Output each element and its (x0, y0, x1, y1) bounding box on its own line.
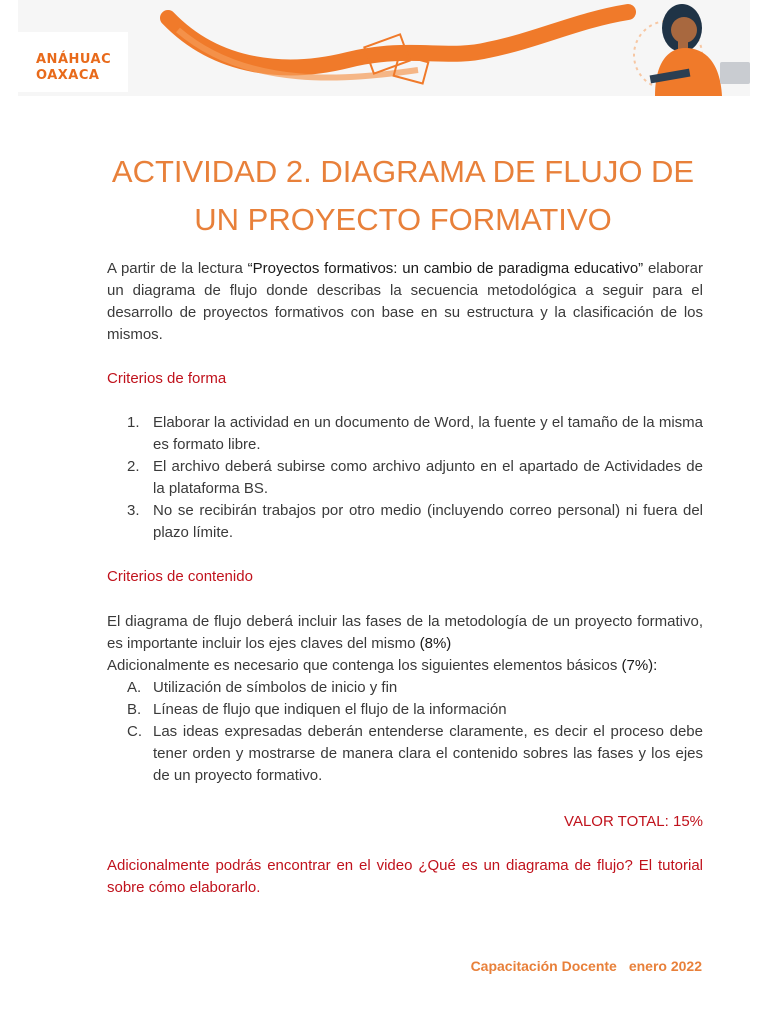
intro-paragraph (107, 258, 703, 346)
criterios-forma-list (107, 412, 703, 544)
contenido-text-2: Adicionalmente es necesario que contenga los siguientes elementos básicos (107, 657, 622, 674)
list-item (107, 699, 703, 721)
list-item (107, 721, 703, 787)
logo (18, 32, 128, 92)
percent-7: (7%): (621, 657, 658, 674)
footer-date: enero 2022 (628, 958, 702, 974)
list-item (107, 500, 703, 544)
list-marker: A. (127, 679, 142, 696)
list-item-text: Utilización de símbolos de inicio y fin (153, 679, 398, 696)
contenido-paragraph-1 (107, 611, 703, 655)
list-item-text: Las ideas expresadas deberán entenderse claramente, es decir el proceso debe tener orden y mostrarse de manera clara el contenido sobres las fases y los ejes de un proyecto formativo. (153, 723, 703, 784)
footer (471, 958, 702, 974)
list-marker: 1. (127, 414, 140, 431)
list-item-text: Líneas de flujo que indiquen el flujo de la información (153, 701, 507, 718)
contenido-paragraph-2 (107, 655, 703, 677)
criterios-forma-heading: Criterios de forma (107, 370, 227, 387)
list-marker: C. (127, 723, 142, 740)
list-item-text: El archivo deberá subirse como archivo adjunto en el apartado de Actividades de la plataforma BS. (153, 458, 703, 497)
list-item-text: Elaborar la actividad en un documento de Word, la fuente y el tamaño de la misma es formato libre. (153, 414, 703, 453)
list-item (107, 677, 703, 699)
list-marker: B. (127, 701, 142, 718)
percent-8: (8%) (419, 635, 452, 652)
intro-before: A partir de la lectura (107, 260, 248, 277)
woman-reading-icon (630, 0, 750, 96)
video-note: Adicionalmente podrás encontrar en el video ¿Qué es un diagrama de flujo? El tutorial sobre cómo elaborarlo. (107, 857, 703, 896)
logo-line-1: ANÁHUAC (36, 52, 112, 67)
list-marker: 3. (127, 502, 140, 519)
reading-title: “Proyectos formativos: un cambio de paradigma educativo” (247, 260, 644, 277)
page-title: ACTIVIDAD 2. DIAGRAMA DE FLUJO DE UN PROYECTO FORMATIVO (111, 154, 695, 237)
list-marker: 2. (127, 458, 140, 475)
intro-after: elaborar un diagrama de flujo donde describas la secuencia metodológica a seguir para el desarrollo de proyectos formativos con base en su estructura y la clasificación de los mismos. (107, 260, 704, 343)
criterios-contenido-list (107, 677, 703, 787)
criterios-contenido-heading: Criterios de contenido (107, 568, 253, 585)
contenido-text-1: El diagrama de flujo deberá incluir las fases de la metodología de un proyecto formativo, es importante incluir los ejes claves del mismo (107, 613, 703, 652)
list-item-text: No se recibirán trabajos por otro medio (incluyendo correo personal) ni fuera del plazo límite. (153, 502, 703, 541)
header-banner (18, 0, 750, 96)
footer-course: Capacitación Docente (470, 958, 617, 974)
valor-total: VALOR TOTAL: 15% (564, 813, 703, 830)
list-item (107, 456, 703, 500)
list-item (107, 412, 703, 456)
logo-line-2: OAXACA (36, 68, 100, 83)
